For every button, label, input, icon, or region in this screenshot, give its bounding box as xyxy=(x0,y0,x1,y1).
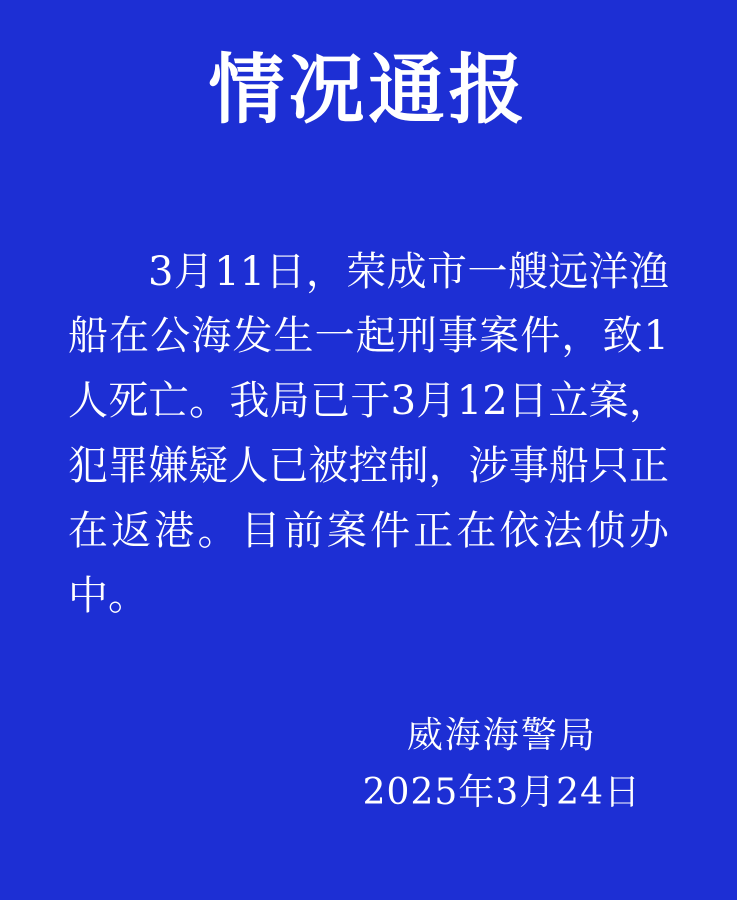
signature-date: 2025年3月24日 xyxy=(362,772,641,814)
signature-organization: 威海海警局 xyxy=(406,714,597,756)
signature-block xyxy=(363,707,641,822)
notice-body-text: 3月11日，荣成市一艘远洋渔船在公海发生一起刑事案件，致1人死亡。我局已于3月12日立案，犯罪嫌疑人已被控制，涉事船只正在返港。目前案件正在依法侦办中。 xyxy=(68,248,669,619)
page-title: 情况通报 xyxy=(208,45,529,134)
